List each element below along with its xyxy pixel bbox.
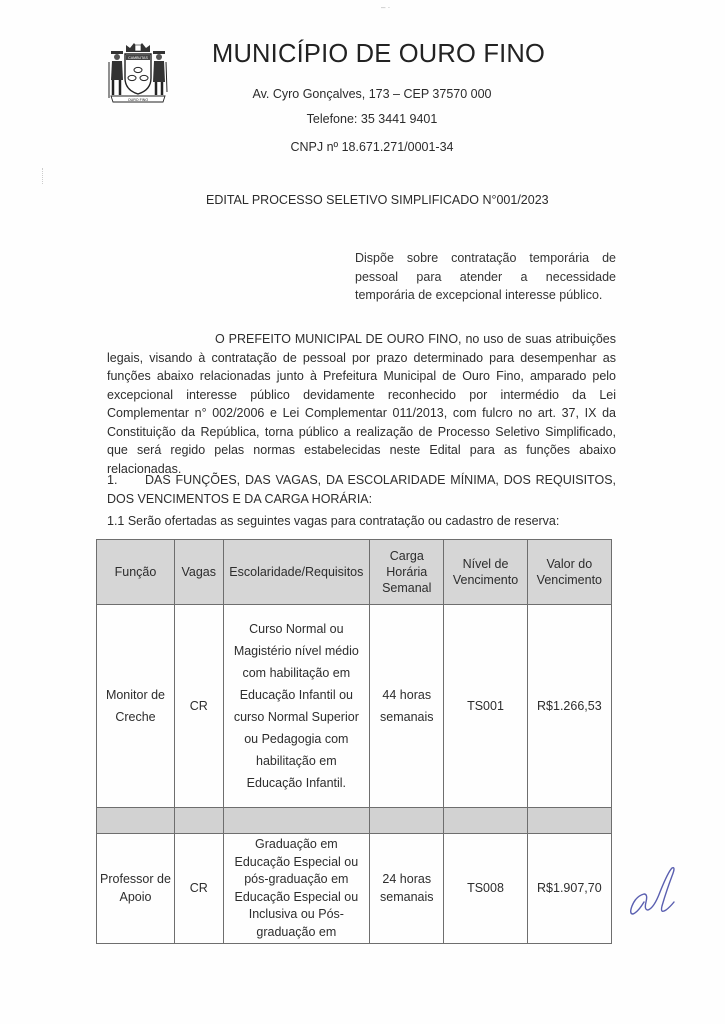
municipality-title: MUNICÍPIO DE OURO FINO — [212, 40, 546, 68]
table-row — [97, 834, 612, 944]
cell-valor: R$1.266,53 — [527, 605, 611, 808]
subsection-1-1: 1.1 Serão ofertadas as seguintes vagas para contratação ou cadastro de reserva: — [107, 514, 560, 528]
separator-cell — [174, 808, 223, 834]
svg-text:CAMBUTAS: CAMBUTAS — [128, 56, 148, 60]
cell-carga: 44 horas semanais — [370, 605, 444, 808]
separator-cell — [97, 808, 175, 834]
signature-initials-icon — [630, 862, 690, 922]
cell-funcao: Professor de Apoio — [97, 834, 175, 944]
header-carga-horaria: Carga Horária Semanal — [370, 540, 444, 605]
header-funcao: Função — [97, 540, 175, 605]
header-vagas: Vagas — [174, 540, 223, 605]
separator-cell — [444, 808, 527, 834]
scan-speck — [42, 168, 46, 184]
section-1-heading — [107, 471, 616, 509]
phone-line: Telefone: 35 3441 9401 — [306, 112, 438, 126]
separator-cell — [223, 808, 370, 834]
scan-artifact: – · — [381, 3, 391, 12]
table-header-row — [97, 540, 612, 605]
edital-title: EDITAL PROCESSO SELETIVO SIMPLIFICADO N°001/2023 — [206, 193, 549, 207]
cell-requisitos: Graduação em Educação Especial ou pós-graduação em Educação Especial ou Inclusiva ou Pós-graduação em — [223, 834, 370, 944]
section-1-title: DAS FUNÇÕES, DAS VAGAS, DA ESCOLARIDADE MÍNIMA, DOS REQUISITOS, DOS VENCIMENTOS E DA CARGA HORÁRIA: — [107, 473, 616, 506]
header-escolaridade: Escolaridade/Requisitos — [223, 540, 370, 605]
cell-valor: R$1.907,70 — [527, 834, 611, 944]
cell-vagas: CR — [174, 605, 223, 808]
vacancies-table — [96, 539, 612, 944]
header-valor-vencimento: Valor do Vencimento — [527, 540, 611, 605]
cell-carga: 24 horas semanais — [370, 834, 444, 944]
cnpj-line: CNPJ nº 18.671.271/0001-34 — [290, 140, 454, 154]
cell-nivel: TS008 — [444, 834, 527, 944]
svg-text:OURO FINO: OURO FINO — [127, 98, 149, 102]
intro-paragraph: O PREFEITO MUNICIPAL DE OURO FINO, no uso de suas atribuições legais, visando à contratação de pessoal por prazo determinado para desempenhar as funções abaixo relacionadas junto à Prefeitura Municipal de Ouro Fino, amparado pelo excepcional interesse público devidamente reconhecido por intermédio da Lei Complementar n° 002/2006 e Lei Complementar 011/2013, com fulcro no art. 37, IX da Constituição da República, torna público a realização de Processo Seletivo Simplificado, que será regido pelas normas estabelecidas neste Edital para as funções abaixo relacionadas. — [107, 332, 616, 476]
cell-requisitos: Curso Normal ou Magistério nível médio com habilitação em Educação Infantil ou curso Normal Superior ou Pedagogia com habilitação em Educação Infantil. — [223, 605, 370, 808]
table-row — [97, 605, 612, 808]
cell-nivel: TS001 — [444, 605, 527, 808]
ementa-text: Dispõe sobre contratação temporária de pessoal para atender a necessidade temporária de excepcional interesse público. — [355, 251, 616, 302]
section-1-number: 1. — [107, 473, 118, 487]
cell-funcao: Monitor de Creche — [97, 605, 175, 808]
separator-cell — [527, 808, 611, 834]
cell-vagas: CR — [174, 834, 223, 944]
separator-cell — [370, 808, 444, 834]
address-line: Av. Cyro Gonçalves, 173 – CEP 37570 000 — [252, 87, 492, 101]
table-separator-row — [97, 808, 612, 834]
header-nivel-vencimento: Nível de Vencimento — [444, 540, 527, 605]
